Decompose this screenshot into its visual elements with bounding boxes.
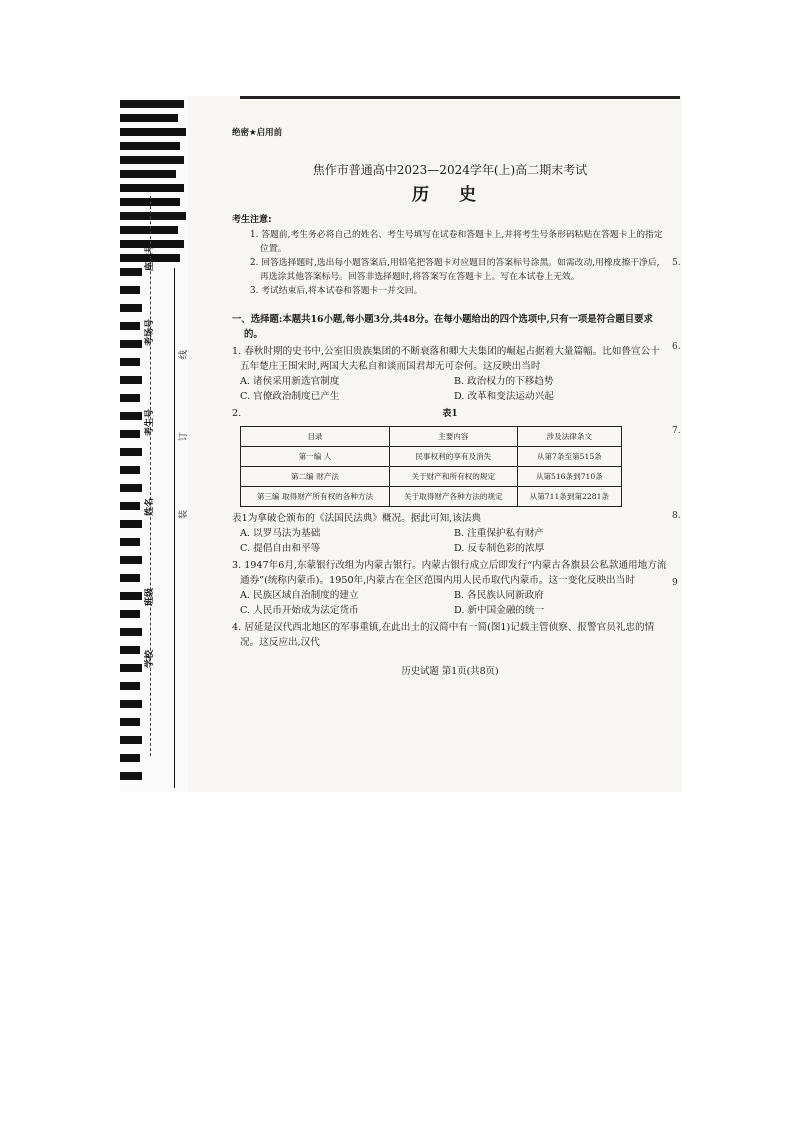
option-a: A. 诸侯采用新选官制度 <box>240 376 340 387</box>
stripe <box>120 664 142 672</box>
stripe <box>120 412 142 420</box>
question-2-number: 2. <box>232 408 242 419</box>
class-label: 班级 <box>145 587 155 606</box>
bind-mark: 装 <box>179 509 190 520</box>
option-d: D. 改革和变法运动兴起 <box>454 391 554 402</box>
exam-room-label: 考场号 <box>145 318 155 346</box>
stripe <box>120 286 140 294</box>
stripe <box>120 466 140 474</box>
stripe <box>120 156 184 164</box>
stripe <box>120 304 142 312</box>
sheet-top-edge <box>240 96 680 99</box>
stripe <box>120 682 140 690</box>
stripe <box>120 502 140 510</box>
adjacent-question-number: 8. <box>672 511 681 521</box>
option-c: C. 官僚政治制度已产生 <box>240 391 340 402</box>
stripe <box>120 754 140 762</box>
table-header-row <box>241 427 622 447</box>
table-cell: 从第516条到710条 <box>517 467 621 487</box>
option-b: B. 政治权力的下移趋势 <box>454 376 554 387</box>
stripe <box>120 100 184 108</box>
question-1-options <box>232 374 668 404</box>
table-cell: 关于取得财产各种方法的规定 <box>389 487 517 507</box>
stripe <box>120 520 142 528</box>
stripe <box>120 430 140 438</box>
question-2-options <box>232 526 668 556</box>
subject-title: 历 史 <box>412 185 488 205</box>
table-header: 涉及法律条文 <box>517 427 621 447</box>
seat-number-label: 座位号 <box>145 243 155 271</box>
stripe <box>120 700 142 708</box>
binding-strip <box>120 96 188 792</box>
table-cell: 民事权利的享有及消失 <box>389 447 517 467</box>
question-3-options <box>232 588 668 618</box>
school-label: 学校 <box>145 649 155 668</box>
stripe <box>120 556 142 564</box>
notice-item: 3. 考试结束后,将本试卷和答题卡一并交回。 <box>250 286 423 296</box>
adjacent-question-number: 6. <box>672 342 681 352</box>
question-2-stem: 表1为拿破仑颁布的《法国民法典》概况。据此可知,该法典 <box>232 513 481 524</box>
table-cell: 第一编 人 <box>241 447 390 467</box>
name-label: 姓名 <box>145 497 155 516</box>
table-cell: 从第7条至第515条 <box>517 447 621 467</box>
stripe <box>120 718 140 726</box>
stripe <box>120 322 140 330</box>
notice-item: 1. 答题前,考生务必将自己的姓名、考生号填写在试卷和答题卡上,并将考生号条形码粘贴在答题卡上的指定位置。 <box>250 230 663 254</box>
adjacent-question-number: 7. <box>672 426 681 436</box>
stripe <box>120 592 142 600</box>
table-cell: 第三编 取得财产所有权的各种方法 <box>241 487 390 507</box>
stripe <box>120 170 176 178</box>
stripe <box>120 394 140 402</box>
stripe <box>120 128 186 136</box>
table-cell: 关于财产和所有权的规定 <box>389 467 517 487</box>
question-4-stem: 4. 居延是汉代西北地区的军事重镇,在此出土的汉简中有一简(图1)记载主管侦察、报警官员礼忠的情况。这反应出,汉代 <box>232 622 655 648</box>
civil-code-table <box>240 426 622 507</box>
option-a: A. 以罗马法为基础 <box>240 528 321 539</box>
option-c: C. 人民币开始成为法定货币 <box>240 605 359 616</box>
stripe <box>120 142 180 150</box>
notice-item: 2. 回答选择题时,选出每小题答案后,用铅笔把答题卡对应题目的答案标号涂黑。如需改动,用橡皮擦干净后,再选涂其他答案标号。回答非选择题时,将答案写在答题卡上。写在本试卷上无效。 <box>250 258 660 282</box>
option-c: C. 提倡自由和平等 <box>240 543 321 554</box>
notice-title: 考生注意: <box>232 215 272 225</box>
stripe <box>120 358 140 366</box>
binding-line <box>174 268 175 788</box>
stripe <box>120 448 142 456</box>
table-cell: 第二编 财产法 <box>241 467 390 487</box>
exam-content <box>232 126 668 679</box>
stripe <box>120 212 186 220</box>
section-heading: 一、选择题:本题共16小题,每小题3分,共48分。在每小题给出的四个选项中,只有一项是符合题目要求的。 <box>232 314 653 340</box>
stripe <box>120 226 178 234</box>
stripe <box>120 376 142 384</box>
stripe <box>120 538 140 546</box>
option-b: B. 各民族认同新政府 <box>454 590 544 601</box>
stripe <box>120 628 142 636</box>
question-3-stem: 3. 1947年6月,东蒙银行改组为内蒙古银行。内蒙古银行成立后即发行“内蒙古各旗县公私款通用地方流通券”(统称内蒙币)。1950年,内蒙古在全区范围内用人民币取代内蒙币。这一变化反映出当时 <box>232 560 667 586</box>
stripe <box>120 484 142 492</box>
page-footer: 历史试题 第1页(共8页) <box>401 666 499 677</box>
order-mark: 订 <box>179 431 190 442</box>
question-1-stem: 1. 春秋时期的史书中,公室旧贵族集团的不断衰落和卿大夫集团的崛起占据着大量篇幅。比如鲁宣公十五年楚庄王围宋时,两国大夫私自和谈而国君却无可奈何。这反映出当时 <box>232 346 660 372</box>
adjacent-question-number: 5. <box>672 258 681 268</box>
stripe <box>120 610 140 618</box>
table-row <box>241 487 622 507</box>
stripe <box>120 340 142 348</box>
candidate-number-label: 考生号 <box>145 408 155 436</box>
stripe <box>120 184 184 192</box>
option-d: D. 反专制色彩的浓厚 <box>454 543 545 554</box>
adjacent-question-number: 9 <box>672 578 678 588</box>
table-row <box>241 467 622 487</box>
stripe <box>120 772 142 780</box>
option-a: A. 民族区域自治制度的建立 <box>240 590 359 601</box>
option-d: D. 新中国金融的统一 <box>454 605 545 616</box>
stripe <box>120 736 142 744</box>
confidential-tag: 绝密★启用前 <box>232 128 283 138</box>
stripe <box>120 268 142 276</box>
cut-line <box>150 196 151 756</box>
line-mark: 线 <box>179 349 190 360</box>
table-header: 目录 <box>241 427 390 447</box>
stripe <box>120 646 140 654</box>
stripe <box>120 114 178 122</box>
exam-title: 焦作市普通高中2023—2024学年(上)高二期末考试 <box>312 163 588 177</box>
table-cell: 从第711条到第2281条 <box>517 487 621 507</box>
stripe <box>120 574 140 582</box>
table-row <box>241 447 622 467</box>
table-header: 主要内容 <box>389 427 517 447</box>
option-b: B. 注重保护私有财产 <box>454 528 544 539</box>
table-title: 表1 <box>442 409 458 419</box>
